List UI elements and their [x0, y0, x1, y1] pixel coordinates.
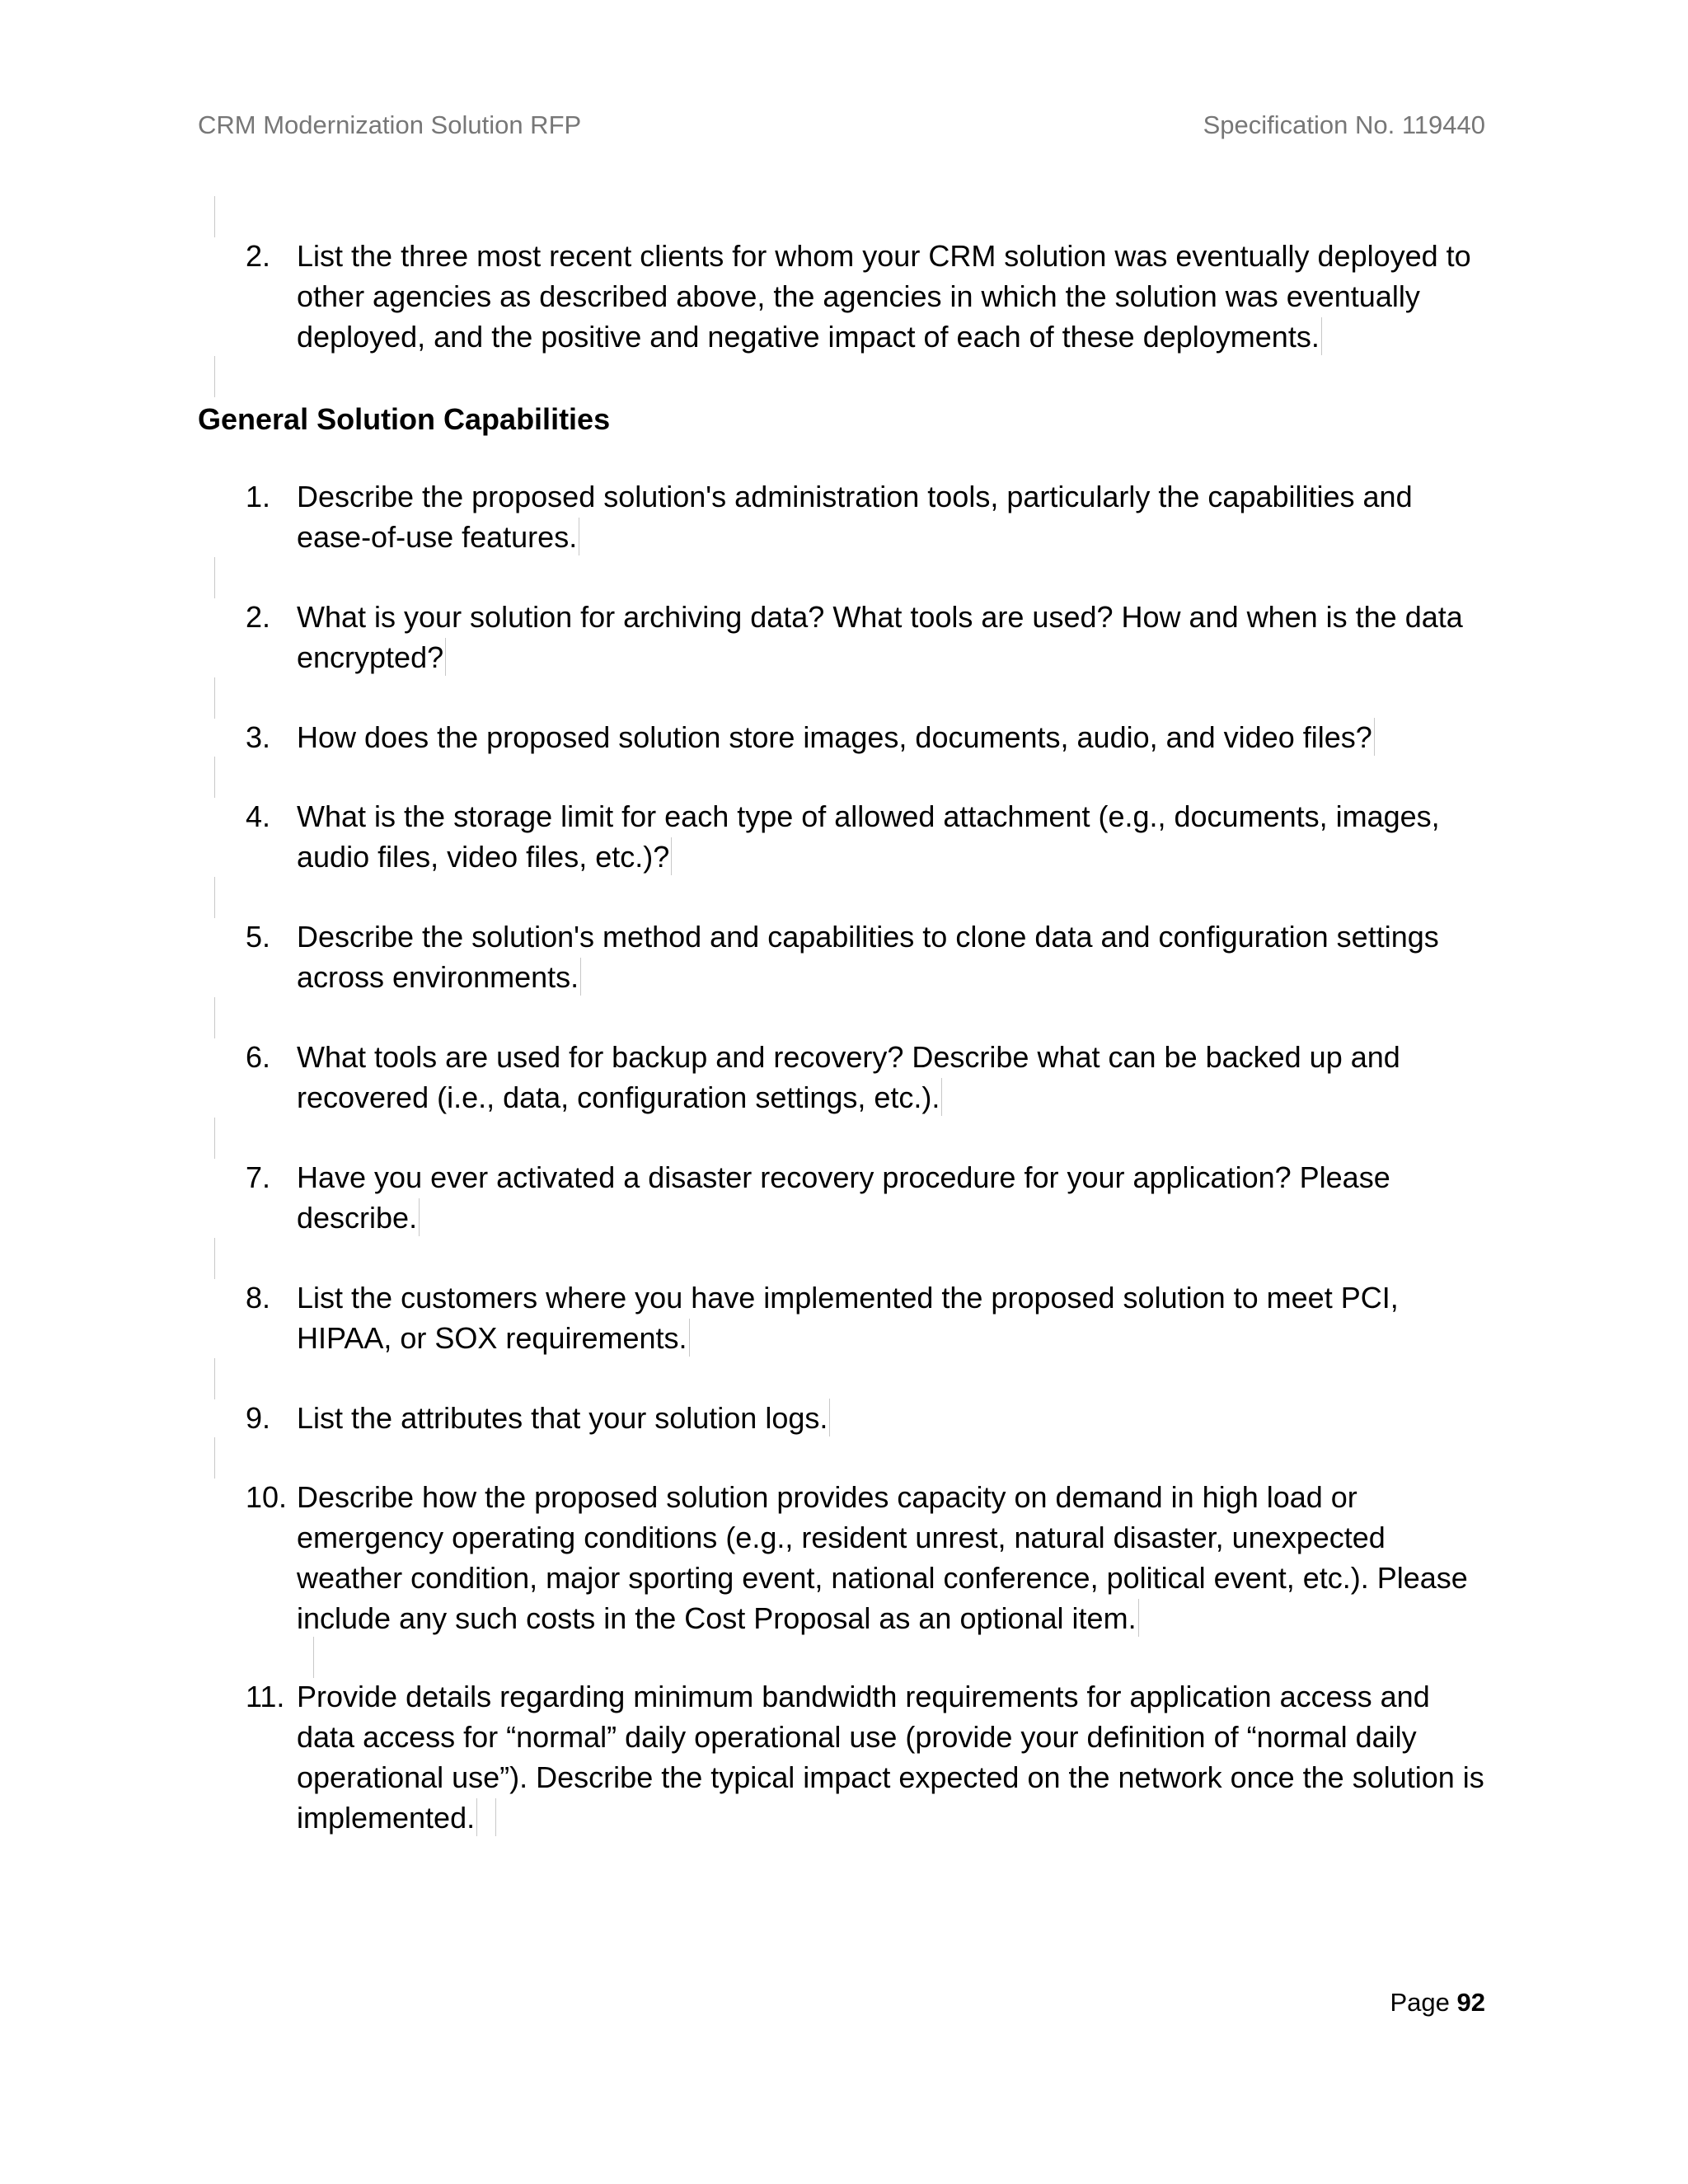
paragraph-marker: [580, 958, 581, 996]
paragraph-marker: [214, 557, 215, 598]
list-item: [246, 1398, 1490, 1438]
header-spec-number: Specification No. 119440: [1203, 110, 1485, 139]
list-item-number: 7.: [246, 1160, 271, 1194]
list-item: [246, 1277, 1490, 1358]
paragraph-marker: [214, 1118, 215, 1159]
page-number: 92: [1456, 1988, 1485, 2017]
paragraph-marker: [214, 1437, 215, 1479]
list-item-number: 3.: [246, 720, 271, 754]
paragraph-marker: [214, 997, 215, 1038]
list-item-number: 8.: [246, 1281, 271, 1315]
list-item-text: Provide details regarding minimum bandwidth requirements for application access and data access for “normal” daily operational use (provide your definition of “normal daily operational use”). Describe the typical impact expected on the network once the solution is implemented.: [297, 1680, 1484, 1835]
list-item-text: How does the proposed solution store images, documents, audio, and video files?: [297, 720, 1372, 754]
paragraph-marker: [941, 1078, 942, 1116]
list-item-text: Describe the solution's method and capabilities to clone data and configuration settings across environments.: [297, 920, 1439, 994]
page-label: Page: [1390, 1988, 1450, 2017]
list-item-text: What tools are used for backup and recovery? Describe what can be backed up and recovered (i.e., data, configuration settings, etc.).: [297, 1040, 1400, 1114]
list-item-text: Describe the proposed solution's administration tools, particularly the capabilities and ease-of-use features.: [297, 480, 1413, 554]
list-item-number: 9.: [246, 1401, 271, 1435]
paragraph-marker: [214, 356, 215, 397]
paragraph-marker: [1138, 1599, 1139, 1637]
list-item: [246, 1157, 1490, 1238]
paragraph-marker: [689, 1319, 690, 1357]
list-item: [246, 916, 1490, 997]
list-item-number: 1.: [246, 480, 271, 513]
paragraph-marker: [445, 638, 446, 676]
paragraph-marker: [214, 1238, 215, 1279]
paragraph-marker: [476, 1798, 477, 1836]
paragraph-marker: [419, 1198, 420, 1236]
paragraph-marker: [214, 1358, 215, 1399]
list-item-text: List the attributes that your solution logs.: [297, 1401, 828, 1435]
list-item-text: List the three most recent clients for whom your CRM solution was eventually deployed to other agencies as described above, the agencies in which the solution was eventually deployed, and the positive and negative impact of each of these deployments.: [297, 239, 1471, 354]
section-heading: General Solution Capabilities: [198, 402, 611, 436]
list-item-text: Describe how the proposed solution provides capacity on demand in high load or emergency operating conditions (e.g., resident unrest, natural disaster, unexpected weather condition, major sporting event, national conference, political event, etc.). Please include any such costs in the Cost Proposal as an optional item.: [297, 1480, 1468, 1635]
paragraph-marker: [214, 757, 215, 798]
paragraph-marker: [1321, 317, 1322, 355]
list-item-number: 11.: [246, 1680, 285, 1713]
list-item-text: Have you ever activated a disaster recovery procedure for your application? Please describe.: [297, 1160, 1390, 1235]
list-item-text: What is the storage limit for each type of allowed attachment (e.g., documents, images, audio files, video files, etc.)?: [297, 799, 1440, 874]
list-item-number: 4.: [246, 799, 271, 833]
page-footer: [1390, 1988, 1485, 2018]
list-item-number: 2.: [246, 239, 271, 273]
paragraph-marker: [313, 1637, 314, 1678]
paragraph-marker: [214, 196, 215, 237]
list-item-number: 6.: [246, 1040, 271, 1074]
list-item: [246, 1477, 1490, 1638]
list-item: [246, 717, 1490, 757]
paragraph-marker: [1374, 718, 1375, 756]
list-item-text: What is your solution for archiving data? What tools are used? How and when is the data encrypted?: [297, 600, 1463, 674]
paragraph-marker: [829, 1399, 830, 1436]
list-item-number: 5.: [246, 920, 271, 954]
header-title: CRM Modernization Solution RFP: [198, 110, 582, 139]
list-item: [246, 1676, 1490, 1838]
list-item-number: 10.: [246, 1480, 288, 1514]
list-item: [246, 236, 1490, 357]
list-item: [246, 597, 1490, 677]
list-item-number: 2.: [246, 600, 271, 634]
list-item: [246, 476, 1490, 557]
paragraph-marker: [495, 1798, 496, 1836]
list-item: [246, 1037, 1490, 1118]
paragraph-marker: [671, 837, 672, 875]
list-item-text: List the customers where you have implemented the proposed solution to meet PCI, HIPAA, or SOX requirements.: [297, 1281, 1399, 1355]
paragraph-marker: [214, 877, 215, 918]
list-item: [246, 796, 1490, 877]
paragraph-marker: [214, 677, 215, 719]
